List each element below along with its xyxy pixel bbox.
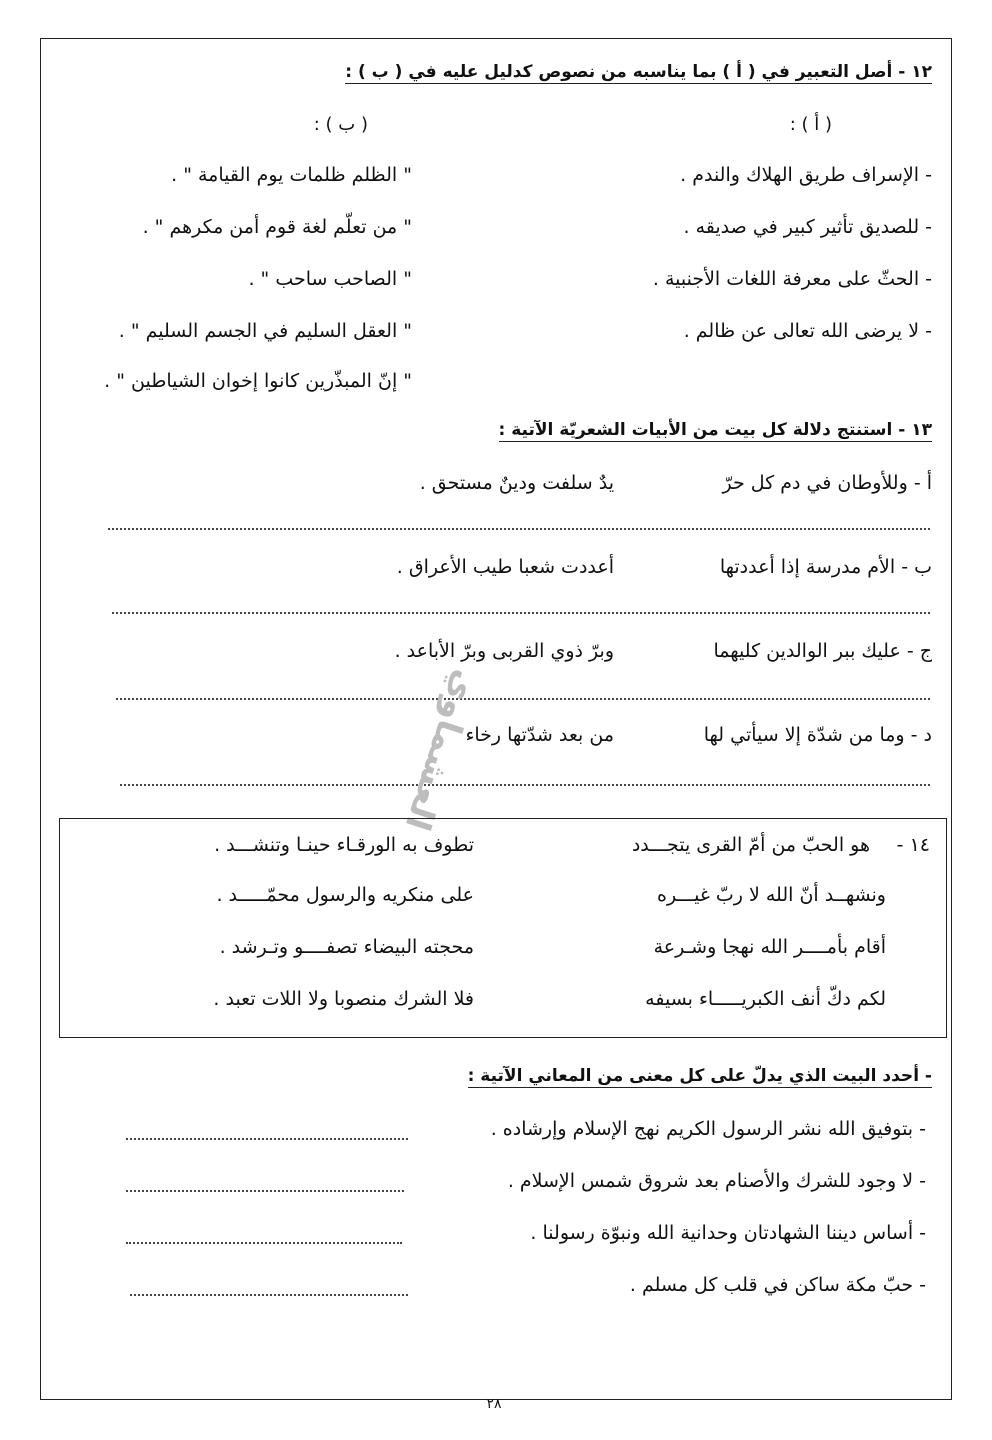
q12-b-item: " الصاحب ساحب " . — [248, 268, 412, 290]
q12-a-item: - للصديق تأثير كبير في صديقه . — [683, 216, 932, 238]
q14b-item: - حبّ مكة ساكن في قلب كل مسلم . — [629, 1274, 926, 1296]
q14b-item: - أساس ديننا الشهادتان وحدانية الله ونبوّة رسولنا . — [530, 1222, 926, 1244]
answer-line[interactable] — [130, 1294, 408, 1296]
q14-verse-first: لكم دكّ أنف الكبريـــــاء بسيفه — [645, 988, 886, 1010]
page-number: ٢٨ — [486, 1396, 502, 1412]
q14-verse-second: على منكريه والرسول محمّـــــد . — [216, 884, 474, 906]
q12-b-item: " العقل السليم في الجسم السليم " . — [118, 320, 412, 342]
watermark: العشماوي — [396, 664, 487, 836]
answer-line[interactable] — [108, 528, 930, 530]
q14-number: ١٤ - — [896, 834, 930, 856]
q13-verse-second: من بعد شدّتها رخاء — [465, 724, 614, 746]
q12-a-item: - الحثّ على معرفة اللغات الأجنبية . — [652, 268, 932, 290]
q14-verse-first: أقام بأمــــر الله نهجا وشـرعة — [653, 936, 886, 958]
q13-heading: ١٣ - استنتج دلالة كل بيت من الأبيات الشعريّة الآتية : — [498, 420, 932, 440]
q12-a-item: - لا يرضى الله تعالى عن ظالم . — [683, 320, 932, 342]
q12-col-a-label: ( أ ) : — [789, 114, 832, 135]
answer-line[interactable] — [112, 612, 930, 614]
q12-a-item: - الإسراف طريق الهلاك والندم . — [680, 164, 932, 186]
answer-line[interactable] — [126, 1242, 402, 1244]
q14b-item: - لا وجود للشرك والأصنام بعد شروق شمس الإسلام . — [507, 1170, 926, 1192]
q12-b-item: " الظلم ظلمات يوم القيامة " . — [171, 164, 412, 186]
answer-line[interactable] — [126, 1190, 404, 1192]
q14-verse-first: هو الحبّ من أمّ القرى يتجـــدد — [631, 834, 870, 856]
q14b-item: - بتوفيق الله نشر الرسول الكريم نهج الإسلام وإرشاده . — [490, 1118, 926, 1140]
page-frame — [40, 38, 952, 1400]
q14b-heading: - أحدد البيت الذي يدلّ على كل معنى من المعاني الآتية : — [467, 1066, 932, 1086]
answer-line[interactable] — [126, 1138, 408, 1140]
answer-line[interactable] — [120, 784, 930, 786]
q13-verse-first: ب - الأم مدرسة إذا أعددتها — [719, 556, 932, 578]
q12-col-b-label: ( ب ) : — [313, 114, 368, 135]
q13-verse-first: د - وما من شدّة إلا سيأتي لها — [703, 724, 932, 746]
q13-verse-second: أعددت شعبا طيب الأعراق . — [396, 556, 614, 578]
q12-b-item: " من تعلّم لغة قوم أمن مكرهم " . — [142, 216, 412, 238]
q13-verse-first: ج - عليك ببر الوالدين كليهما — [713, 640, 932, 662]
q12-heading: ١٢ - أصل التعبير في ( أ ) بما يناسبه من نصوص كدليل عليه في ( ب ) : — [345, 62, 932, 82]
q14-verse-first: ونشهــد أنّ الله لا ربّ غيـــره — [657, 884, 886, 906]
answer-line[interactable] — [116, 698, 930, 700]
q12-b-item: " إنّ المبذّرين كانوا إخوان الشياطين " . — [104, 370, 412, 392]
q14-verse-second: فلا الشرك منصوبا ولا اللات تعبد . — [213, 988, 474, 1010]
q13-verse-first: أ - وللأوطان في دم كل حرّ — [722, 472, 932, 494]
q14-verse-second: محجته البيضاء تصفــــو وتـرشد . — [219, 936, 474, 958]
q14-verse-second: تطوف به الورقـاء حينـا وتنشـــد . — [214, 834, 474, 856]
q13-verse-second: يدٌ سلفت ودينٌ مستحق . — [419, 472, 614, 494]
q13-verse-second: وبرّ ذوي القربى وبرّ الأباعد . — [394, 640, 614, 662]
